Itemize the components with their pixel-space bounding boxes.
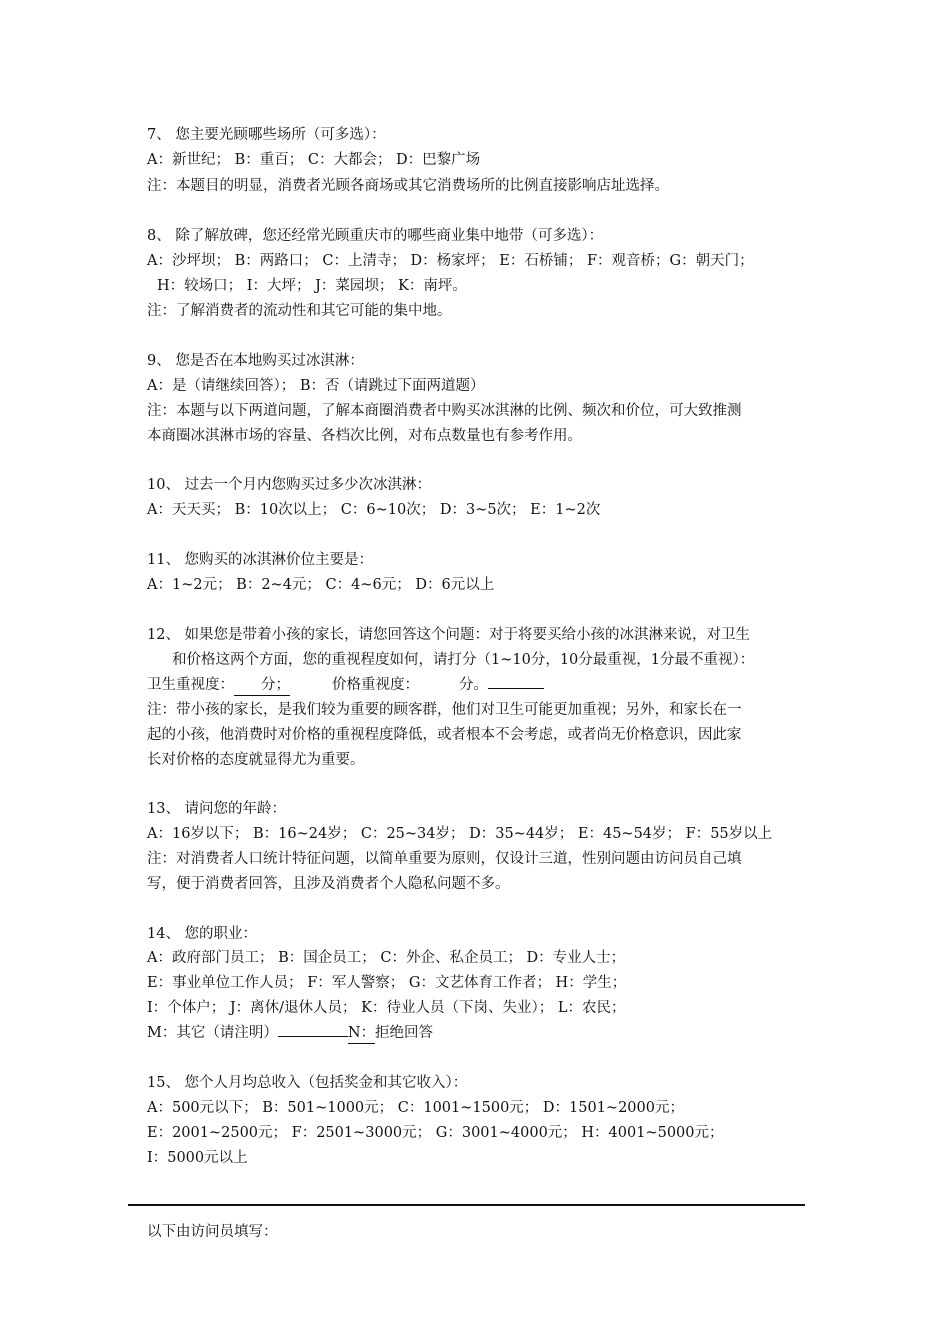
q8-options-line2: H：较场口； I：大坪； J：菜园坝； K：南坪。 (157, 278, 467, 294)
q10-title: 10、 过去一个月内您购买过多少次冰淇淋： (147, 477, 432, 493)
q12-title-line2: 和价格这两个方面，您的重视程度如何，请打分（1~10分，10分最重视，1分最不重视）： (172, 652, 755, 668)
q14-option-n-text: 拒绝回答 (375, 1025, 434, 1041)
q12-note-line3: 长对价格的态度就显得尤为重要。 (147, 752, 365, 768)
q14-option-m: M：其它（请注明） (147, 1025, 278, 1041)
q13-title: 13、 请问您的年龄： (147, 801, 287, 817)
q14-title: 14、 您的职业： (147, 926, 258, 942)
q12-note-line2: 起的小孩，他消费时对价格的重视程度降低，或者根本不会考虑，或者尚无价格意识，因此家 (147, 727, 742, 743)
price-unit: 分。 (459, 677, 488, 693)
q13-options: A：16岁以下； B：16~24岁； C：25~34岁； D：35~44岁； E：45~54岁； F：55岁以上 (147, 826, 773, 842)
q8-options-line1: A：沙坪坝； B：两路口； C：上清寺； D：杨家坪； E：石桥铺； F：观音桥；G：朝天门； (147, 253, 754, 269)
q7-note: 注：本题目的明显，消费者光顾各商场或其它消费场所的比例直接影响店址选择。 (147, 178, 669, 194)
q7-options: A：新世纪； B：重百； C：大都会； D：巴黎广场 (147, 152, 481, 168)
q15-options-line2: E：2001~2500元； F：2501~3000元； G：3001~4000元； H：4001~5000元； (147, 1125, 724, 1141)
q10-options: A：天天买； B：10次以上； C：6~10次； D：3~5次； E：1~2次 (147, 502, 601, 518)
hygiene-unit: 分； (261, 677, 290, 693)
q14-options-line2: E：事业单位工作人员； F：军人警察； G：文艺体育工作者； H：学生； (147, 975, 627, 991)
q12-rating-row (147, 675, 544, 696)
q8-note: 注：了解消费者的流动性和其它可能的集中地。 (147, 303, 452, 319)
q14-options-line3: I：个体户； J：离休/退休人员； K：待业人员（下岗、失业）； L：农民； (147, 1000, 626, 1016)
price-label: 价格重视度： (332, 677, 419, 693)
q9-options: A：是（请继续回答）； B：否（请跳过下面两道题） (147, 378, 485, 394)
q15-options-line3: I：5000元以上 (147, 1150, 248, 1166)
q14-other-specify-blank[interactable] (278, 1024, 348, 1037)
q14-options-line1: A：政府部门员工； B：国企员工； C：外企、私企员工； D：专业人士； (147, 950, 626, 966)
q12-note-line1: 注：带小孩的家长，是我们较为重要的顾客群，他们对卫生可能更加重视；另外，和家长在一 (147, 702, 742, 718)
q9-note-line2: 本商圈冰淇淋市场的容量、各档次比例，对布点数量也有参考作用。 (147, 428, 582, 444)
hygiene-score-blank[interactable] (234, 675, 290, 696)
q13-note-line2: 写，便于消费者回答，且涉及消费者个人隐私问题不多。 (147, 876, 510, 892)
q12-title-line1: 12、 如果您是带着小孩的家长，请您回答这个问题：对于将要买给小孩的冰淇淋来说，对卫生 (147, 627, 751, 643)
section-divider (128, 1204, 805, 1206)
price-score-blank[interactable] (488, 676, 544, 689)
q13-note-line1: 注：对消费者人口统计特征问题，以简单重要为原则，仅设计三道，性别问题由访问员自己填 (147, 851, 742, 867)
hygiene-label: 卫生重视度： (147, 677, 234, 693)
interviewer-section-label: 以下由访问员填写： (147, 1224, 278, 1240)
q11-title: 11、 您购买的冰淇淋价位主要是： (147, 552, 374, 568)
q7-title: 7、 您主要光顾哪些场所（可多选）： (147, 127, 386, 143)
q14-option-n-label: N： (348, 1023, 375, 1044)
q15-title: 15、 您个人月均总收入（包括奖金和其它收入）： (147, 1075, 468, 1091)
q11-options: A：1~2元； B：2~4元； C：4~6元； D：6元以上 (147, 577, 495, 593)
q15-options-line1: A：500元以下； B：501~1000元； C：1001~1500元； D：1501~2000元； (147, 1100, 684, 1116)
q9-note-line1: 注：本题与以下两道问题，了解本商圈消费者中购买冰淇淋的比例、频次和价位，可大致推测 (147, 403, 742, 419)
q9-title: 9、 您是否在本地购买过冰淇淋： (147, 353, 364, 369)
q14-options-line4 (147, 1023, 433, 1044)
q8-title: 8、 除了解放碑，您还经常光顾重庆市的哪些商业集中地带（可多选）： (147, 228, 604, 244)
